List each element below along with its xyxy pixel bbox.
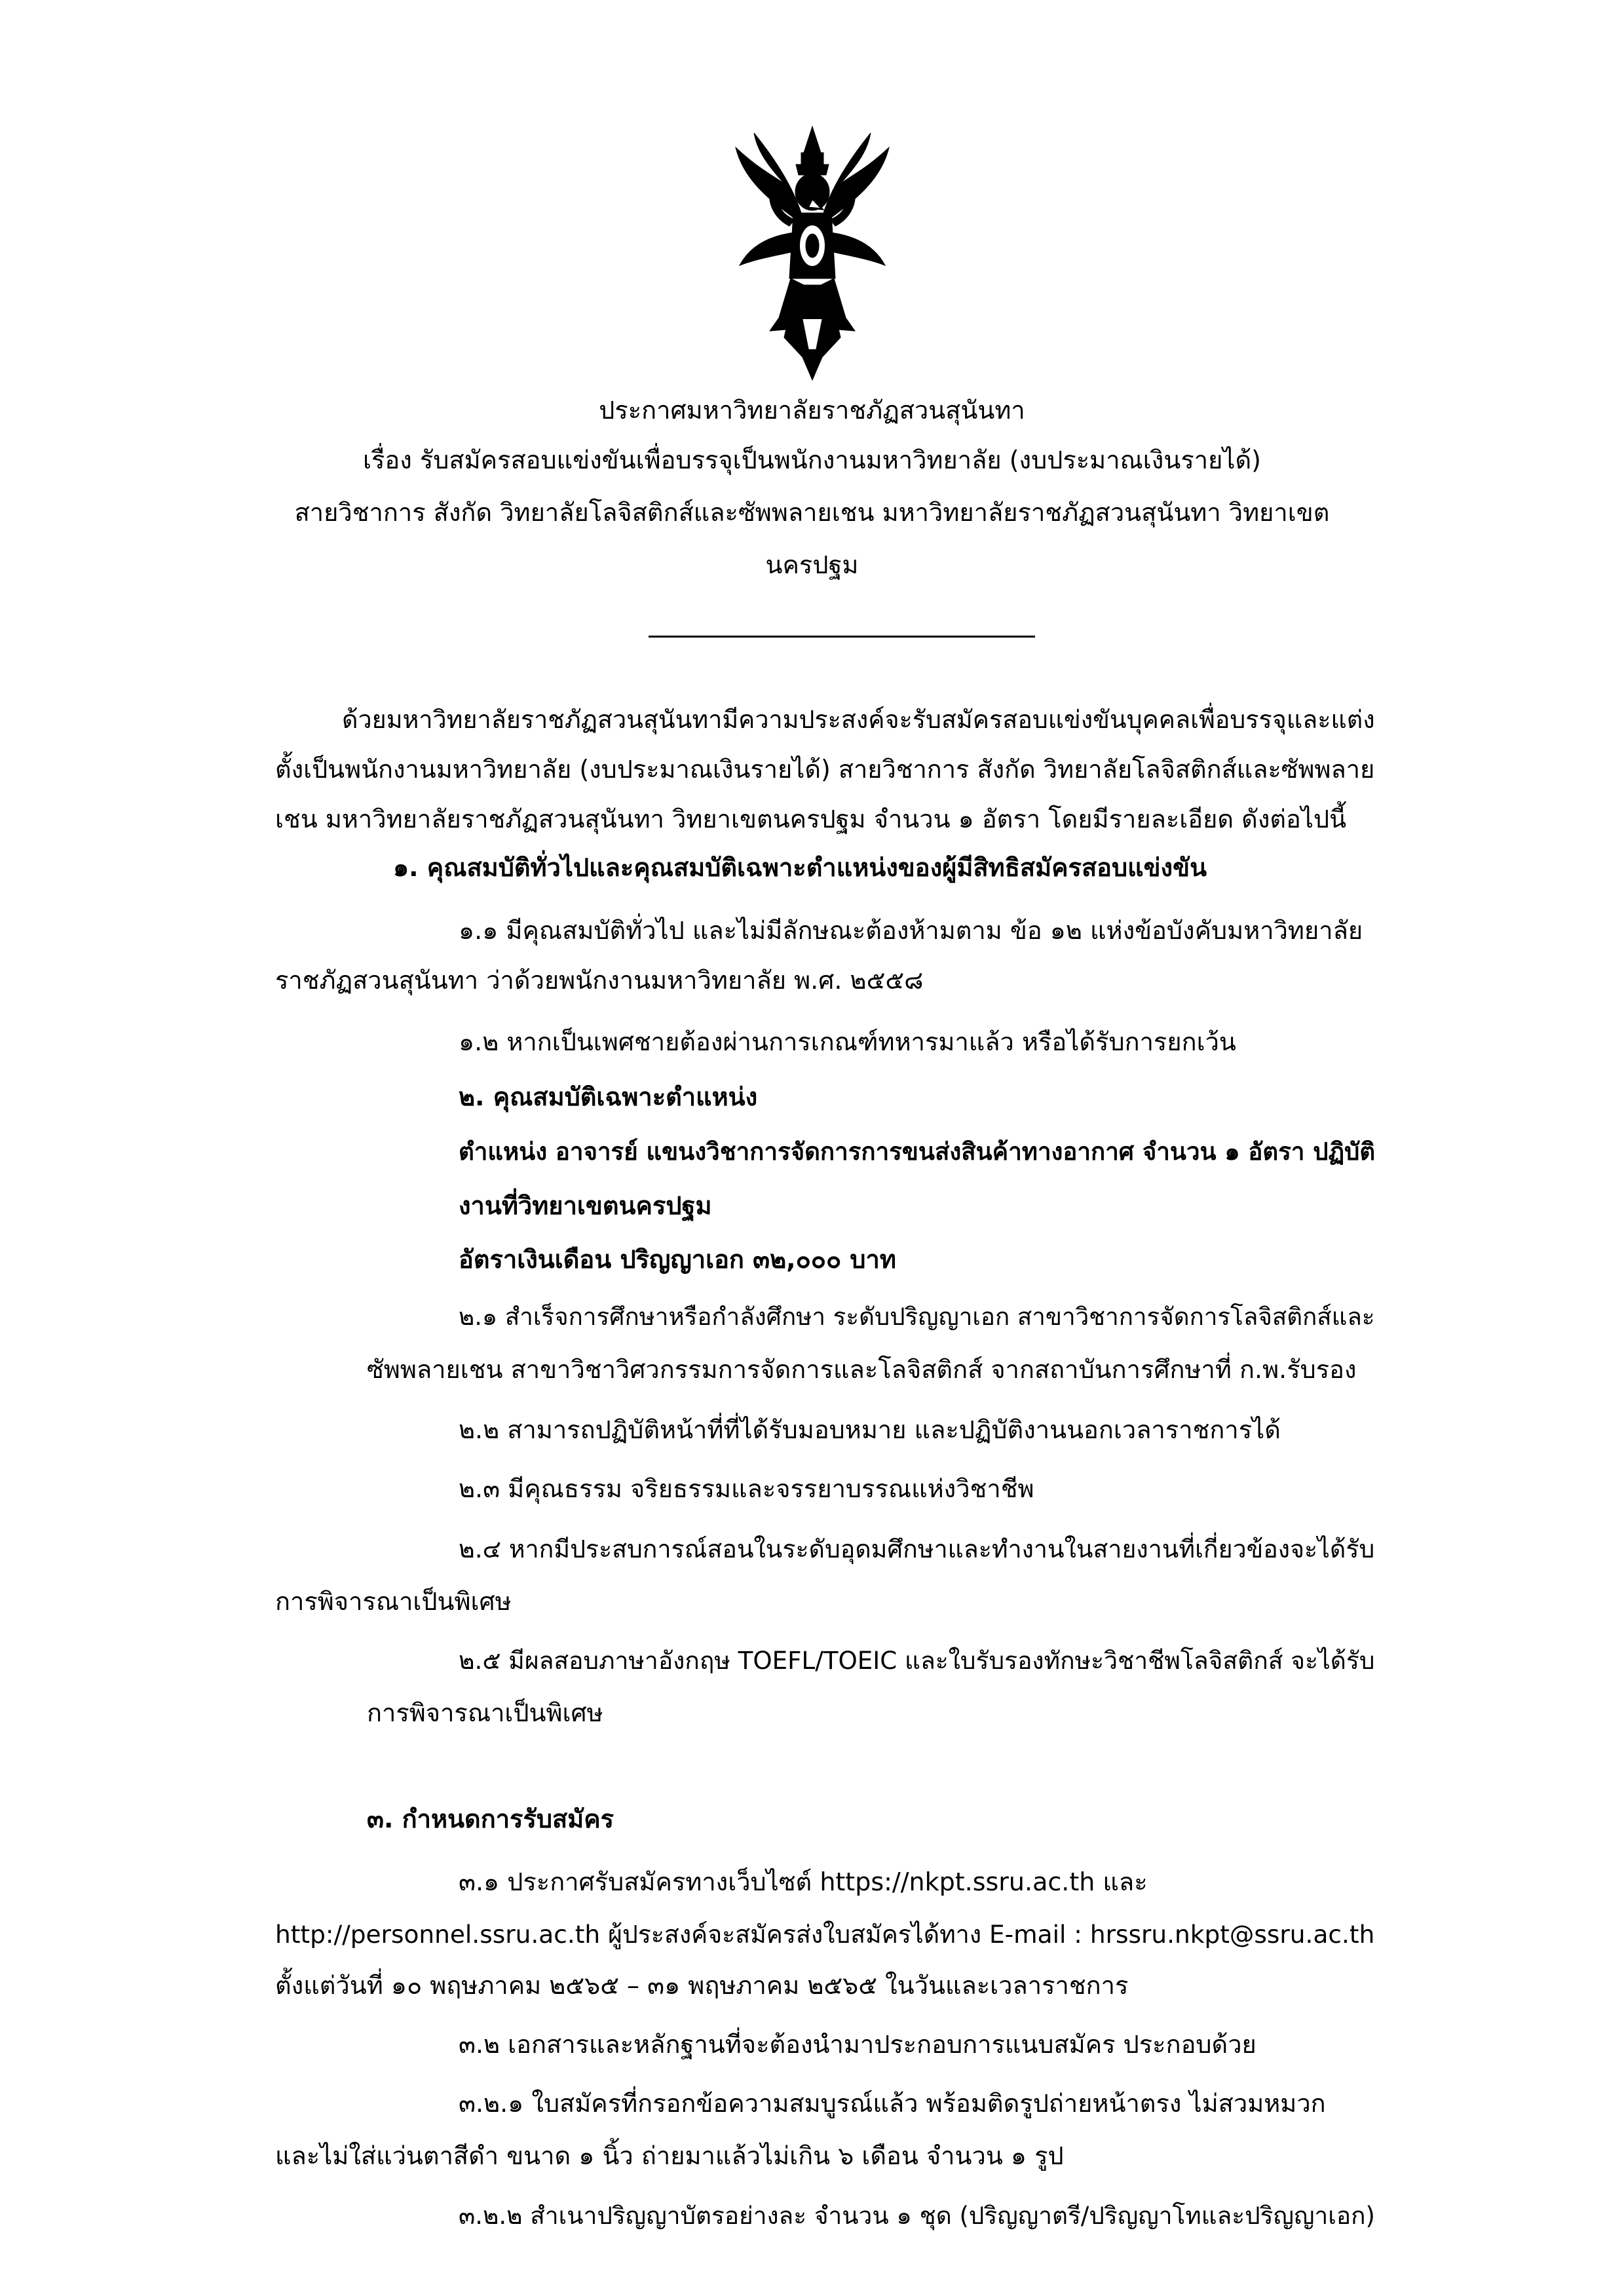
position-location: งานที่วิทยาเขตนครปฐม bbox=[459, 1191, 712, 1220]
section-2-item-1-cont: ซัพพลายเชน สาขาวิชาวิศวกรรมการจัดการและโลจิสติกส์ จากสถาบันการศึกษาที่ ก.พ.รับรอง bbox=[367, 1355, 1357, 1384]
section-3-item-1-cont: http://personnel.ssru.ac.th ผู้ประสงค์จะสมัครส่งใบสมัครได้ทาง E-mail : hrssru.nkpt@ssru.ac.th bbox=[275, 1920, 1375, 1949]
section-3-item-2-2: ๓.๒.๒ สำเนาปริญญาบัตรอย่างละ จำนวน ๑ ชุด (ปริญญาตรี/ปริญญาโทและปริญญาเอก) bbox=[459, 2202, 1375, 2230]
announcement-subject: เรื่อง รับสมัครสอบแข่งขันเพื่อบรรจุเป็นพนักงานมหาวิทยาลัย (งบประมาณเงินรายได้) bbox=[363, 446, 1261, 474]
section-2-item-1: ๒.๑ สำเร็จการศึกษาหรือกำลังศึกษา ระดับปริญญาเอก สาขาวิชาการจัดการโลจิสติกส์และ bbox=[459, 1303, 1375, 1331]
announcement-subject-line-3: นครปฐม bbox=[765, 550, 859, 579]
section-2-item-4-cont: การพิจารณาเป็นพิเศษ bbox=[275, 1587, 512, 1616]
section-2-item-5-cont: การพิจารณาเป็นพิเศษ bbox=[367, 1698, 603, 1727]
intro-line-3: เชน มหาวิทยาลัยราชภัฏสวนสุนันทา วิทยาเขตนครปฐม จำนวน ๑ อัตรา โดยมีรายละเอียด ดังต่อไปนี้ bbox=[275, 805, 1347, 833]
section-1-heading: ๑. คุณสมบัติทั่วไปและคุณสมบัติเฉพาะตำแหน่งของผู้มีสิทธิสมัครสอบแข่งขัน bbox=[393, 853, 1207, 882]
position-salary: อัตราเงินเดือน ปริญญาเอก ๓๒,๐๐๐ บาท bbox=[459, 1245, 896, 1274]
section-3-item-1-dates: ตั้งแต่วันที่ ๑๐ พฤษภาคม ๒๕๖๕ – ๓๑ พฤษภาคม ๒๕๖๕ ในวันและเวลาราชการ bbox=[275, 1971, 1129, 2000]
section-3-item-2: ๓.๒ เอกสารและหลักฐานที่จะต้องนำมาประกอบการแนบสมัคร ประกอบด้วย bbox=[459, 2030, 1256, 2059]
garuda-emblem-icon bbox=[730, 121, 894, 383]
section-2-item-2: ๒.๒ สามารถปฏิบัติหน้าที่ที่ได้รับมอบหมาย และปฏิบัติงานนอกเวลาราชการได้ bbox=[459, 1415, 1281, 1444]
section-2-item-5: ๒.๕ มีผลสอบภาษาอังกฤษ TOEFL/TOEIC และใบรับรองทักษะวิชาชีพโลจิสติกส์ จะได้รับ bbox=[459, 1646, 1375, 1675]
position-title: ตำแหน่ง อาจารย์ แขนงวิชาการจัดการการขนส่งสินค้าทางอากาศ จำนวน ๑ อัตรา ปฏิบัติ bbox=[459, 1138, 1376, 1166]
section-1-item-1: ๑.๑ มีคุณสมบัติทั่วไป และไม่มีลักษณะต้องห้ามตาม ข้อ ๑๒ แห่งข้อบังคับมหาวิทยาลัย bbox=[459, 916, 1363, 945]
section-1-item-1-cont: ราชภัฏสวนสุนันทา ว่าด้วยพนักงานมหาวิทยาลัย พ.ศ. ๒๕๕๘ bbox=[275, 966, 924, 995]
section-3-item-2-1: ๓.๒.๑ ใบสมัครที่กรอกข้อความสมบูรณ์แล้ว พร้อมติดรูปถ่ายหน้าตรง ไม่สวมหมวก bbox=[459, 2089, 1326, 2118]
section-1-item-2: ๑.๒ หากเป็นเพศชายต้องผ่านการเกณฑ์ทหารมาแล้ว หรือได้รับการยกเว้น bbox=[459, 1027, 1236, 1056]
section-2-heading: ๒. คุณสมบัติเฉพาะตำแหน่ง bbox=[459, 1082, 758, 1111]
section-3-item-1: ๓.๑ ประกาศรับสมัครทางเว็บไซต์ https://nkpt.ssru.ac.th และ bbox=[459, 1867, 1148, 1896]
intro-line-1: ด้วยมหาวิทยาลัยราชภัฏสวนสุนันทามีความประสงค์จะรับสมัครสอบแข่งขันบุคคลเพื่อบรรจุและแต่ง bbox=[342, 705, 1375, 734]
section-3-item-2-1-cont: และไม่ใส่แว่นตาสีดำ ขนาด ๑ นิ้ว ถ่ายมาแล้วไม่เกิน ๖ เดือน จำนวน ๑ รูป bbox=[275, 2141, 1064, 2170]
section-2-item-3: ๒.๓ มีคุณธรรม จริยธรรมและจรรยาบรรณแห่งวิชาชีพ bbox=[459, 1474, 1034, 1503]
intro-line-2: ตั้งเป็นพนักงานมหาวิทยาลัย (งบประมาณเงินรายได้) สายวิชาการ สังกัด วิทยาลัยโลจิสติกส์และซัพพลาย bbox=[275, 755, 1375, 784]
announcement-title: ประกาศมหาวิทยาลัยราชภัฏสวนสุนันทา bbox=[599, 396, 1025, 425]
section-2-item-4: ๒.๔ หากมีประสบการณ์สอนในระดับอุดมศึกษาและทำงานในสายงานที่เกี่ยวข้องจะได้รับ bbox=[459, 1535, 1375, 1563]
section-3-heading: ๓. กำหนดการรับสมัคร bbox=[367, 1805, 614, 1833]
header-divider bbox=[649, 636, 1035, 638]
announcement-subject-line-2: สายวิชาการ สังกัด วิทยาลัยโลจิสติกส์และซัพพลายเชน มหาวิทยาลัยราชภัฏสวนสุนันทา วิทยาเขต bbox=[294, 498, 1330, 527]
